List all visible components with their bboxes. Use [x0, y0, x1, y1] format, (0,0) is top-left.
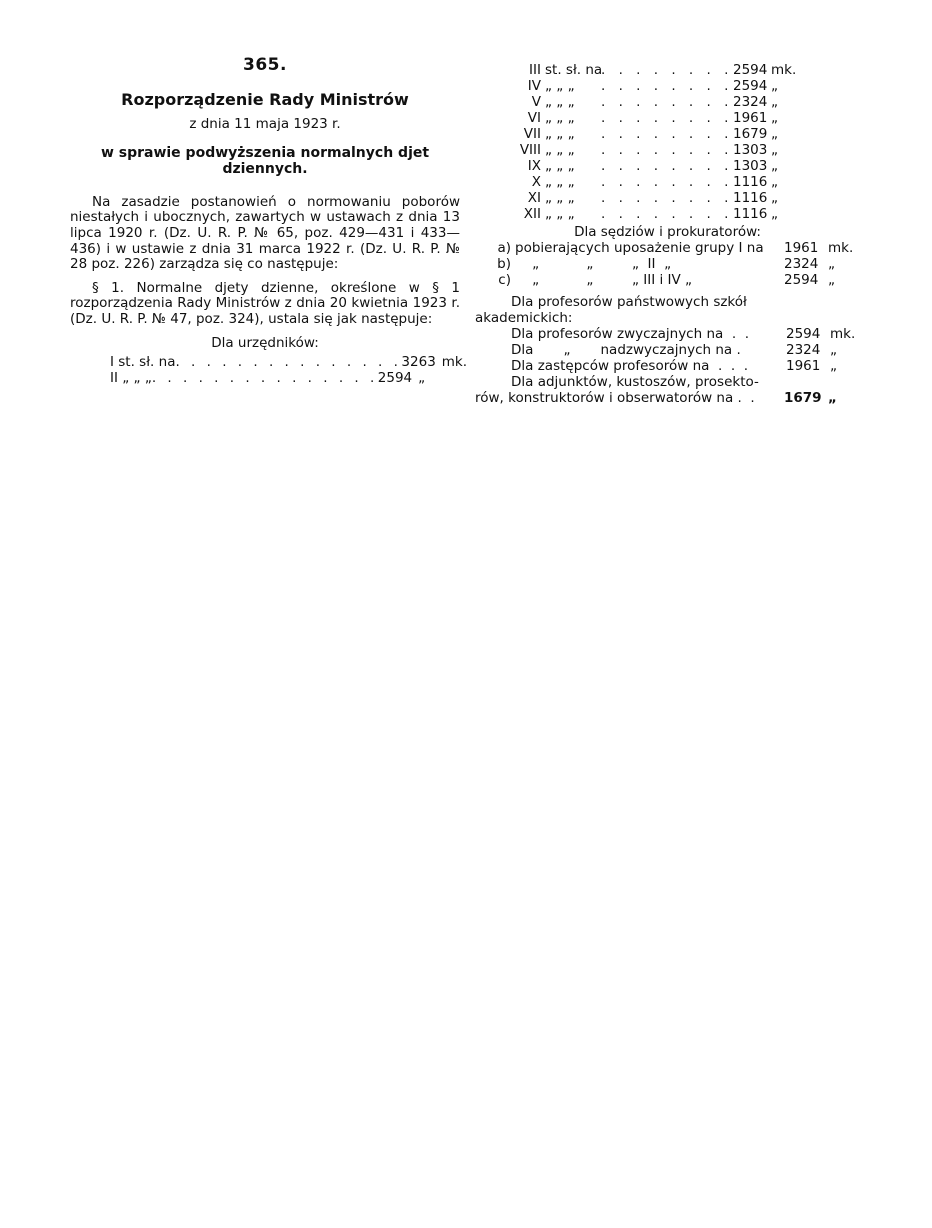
amount: 2594 [786, 326, 821, 342]
unit: „ [771, 142, 778, 158]
list-item [475, 174, 860, 190]
list-item [475, 206, 860, 222]
judges-list [475, 240, 860, 288]
grade-label: „ „ „ [545, 78, 575, 94]
list-item [475, 94, 860, 110]
judges-heading: Dla sędziów i prokuratorów: [574, 224, 761, 240]
leader-dots: . . . . . . . . [601, 158, 733, 174]
decree-title: Rozporządzenie Rady Ministrów [121, 89, 409, 109]
item-mark: b) [497, 256, 511, 272]
amount: 2594 [733, 62, 768, 78]
unit: „ [828, 256, 835, 272]
item-text: Dla zastępców profesorów na . . . [511, 358, 749, 374]
amount: 1679 [733, 126, 768, 142]
list-item [475, 190, 860, 206]
amount: 2324 [784, 256, 819, 272]
leader-dots: . . . . . . . . . . . . . . . [151, 369, 378, 386]
leader-dots: . . . . . . . . [601, 78, 733, 94]
decree-date: z dnia 11 maja 1923 r. [189, 116, 341, 133]
leader-dots: . . . . . . . . [601, 206, 733, 222]
right-column [475, 62, 860, 406]
grade-numeral: VII [523, 126, 541, 142]
amount: 2594 [377, 369, 413, 386]
grade-label: „ „ „ [545, 190, 575, 206]
officials-heading: Dla urzędników: [211, 334, 319, 351]
amount: 1116 [733, 174, 768, 190]
list-item [475, 126, 860, 142]
unit: „ [771, 110, 778, 126]
amount: 1116 [733, 190, 768, 206]
unit: „ [830, 358, 837, 374]
grade-label: „ „ „ [545, 110, 575, 126]
leader-dots: . . . . . . . . [601, 142, 733, 158]
unit: „ [828, 272, 835, 288]
list-item [475, 272, 860, 288]
amount: 1961 [733, 110, 768, 126]
decree-number: 365. [243, 55, 287, 75]
amount: 1116 [733, 206, 768, 222]
list-item [475, 358, 860, 374]
list-item [475, 256, 860, 272]
grade-numeral: IV [527, 78, 541, 94]
grade-label: „ „ „ [545, 206, 575, 222]
professors-heading: Dla profesorów państwowych szkół [511, 294, 747, 310]
amount: 1961 [786, 358, 821, 374]
unit: „ [828, 390, 837, 406]
leader-dots: . . . . . . . . [601, 94, 733, 110]
list-item [475, 342, 860, 358]
list-item [475, 110, 860, 126]
grade-numeral: VIII [519, 142, 541, 158]
grade-numeral: III [529, 62, 541, 78]
amount: 1303 [733, 158, 768, 174]
list-item [110, 354, 468, 371]
list-item [110, 369, 426, 387]
amount: 2594 [733, 78, 768, 94]
grade-label: „ „ „ [545, 158, 575, 174]
unit: „ [771, 190, 778, 206]
leader-dots: . . . . . . . . [601, 174, 733, 190]
leader-dots: . . . . . . . . [601, 126, 733, 142]
unit: „ [771, 158, 778, 174]
unit: „ [418, 369, 426, 386]
unit: „ [771, 174, 778, 190]
adjuncts-line-1: Dla adjunktów, kustoszów, prosekto- [511, 374, 759, 390]
amount: 1679 [784, 390, 822, 406]
grade-label: „ „ „ [545, 126, 575, 142]
grades-list [475, 62, 860, 222]
unit: „ [771, 126, 778, 142]
item-mark: a) [497, 240, 511, 256]
leader-dots: . . . . . . . . . . . . . . . [175, 354, 402, 371]
unit: „ [771, 78, 778, 94]
amount: 3263 [401, 354, 436, 371]
list-item [475, 326, 860, 342]
unit: „ [830, 342, 837, 358]
grade-label: „ „ „ [545, 94, 575, 110]
item-text: „ „ „ III i IV „ [515, 272, 693, 288]
grade-label: I st. sł. na [110, 354, 176, 371]
grade-label: „ „ „ [545, 142, 575, 158]
officials-list [70, 354, 468, 386]
unit: mk. [771, 62, 797, 78]
grade-label: st. sł. na [545, 62, 603, 78]
grade-numeral: IX [527, 158, 541, 174]
left-column [70, 55, 468, 386]
unit: mk. [830, 326, 856, 342]
leader-dots: . . . . . . . . [601, 62, 733, 78]
unit: mk. [828, 240, 854, 256]
list-item [475, 78, 860, 94]
amount: 1961 [784, 240, 819, 256]
unit: mk. [441, 354, 468, 371]
leader-dots: . . . . . . . . [601, 190, 733, 206]
list-item [475, 158, 860, 174]
item-mark: c) [498, 272, 511, 288]
unit: „ [771, 206, 778, 222]
preamble-paragraph: Na zasadzie postanowień o normowaniu poborów niestałych i ubocznych, zawartych w ustawach z dnia 13 lipca 1920 r. (Dz. U. R. P. № 65, poz. 429—431 i 433—436) i w ustawie z dnia 31 marca 1922 r. (Dz. U. R. P. № 28 poz. 226) zarządza się co następuje: [70, 193, 460, 273]
list-item [475, 240, 860, 256]
list-item [475, 142, 860, 158]
adjuncts-line-2: rów, konstruktorów i obserwatorów na . . [475, 390, 755, 406]
item-text: Dla „ nadzwyczajnych na . [511, 342, 741, 358]
item-text: Dla profesorów zwyczajnych na . . [511, 326, 750, 342]
professors-heading-cont: akademickich: [475, 310, 573, 326]
amount: 2324 [786, 342, 821, 358]
decree-subject: w sprawie podwyższenia normalnych djet dziennych. [100, 144, 430, 177]
amount: 2324 [733, 94, 768, 110]
amount: 1303 [733, 142, 768, 158]
grade-numeral: V [531, 94, 541, 110]
grade-label: „ „ „ [545, 174, 575, 190]
professors-list [475, 326, 860, 374]
grade-numeral: XI [527, 190, 541, 206]
unit: „ [771, 94, 778, 110]
grade-numeral: X [531, 174, 541, 190]
list-item [475, 62, 860, 78]
grade-label: II „ „ „ [110, 369, 152, 386]
leader-dots: . . . . . . . . [601, 110, 733, 126]
amount: 2594 [784, 272, 819, 288]
grade-numeral: VI [527, 110, 541, 126]
item-text: „ „ „ II „ [515, 256, 672, 272]
grade-numeral: XII [523, 206, 541, 222]
list-item [475, 390, 860, 406]
item-text: pobierających uposażenie grupy I na [515, 240, 764, 256]
section-1-paragraph: § 1. Normalne djety dzienne, określone w § 1 rozporządzenia Rady Ministrów z dnia 20 kwietnia 1923 r. (Dz. U. R. P. № 47, poz. 324), ustala się jak następuje: [70, 279, 460, 327]
